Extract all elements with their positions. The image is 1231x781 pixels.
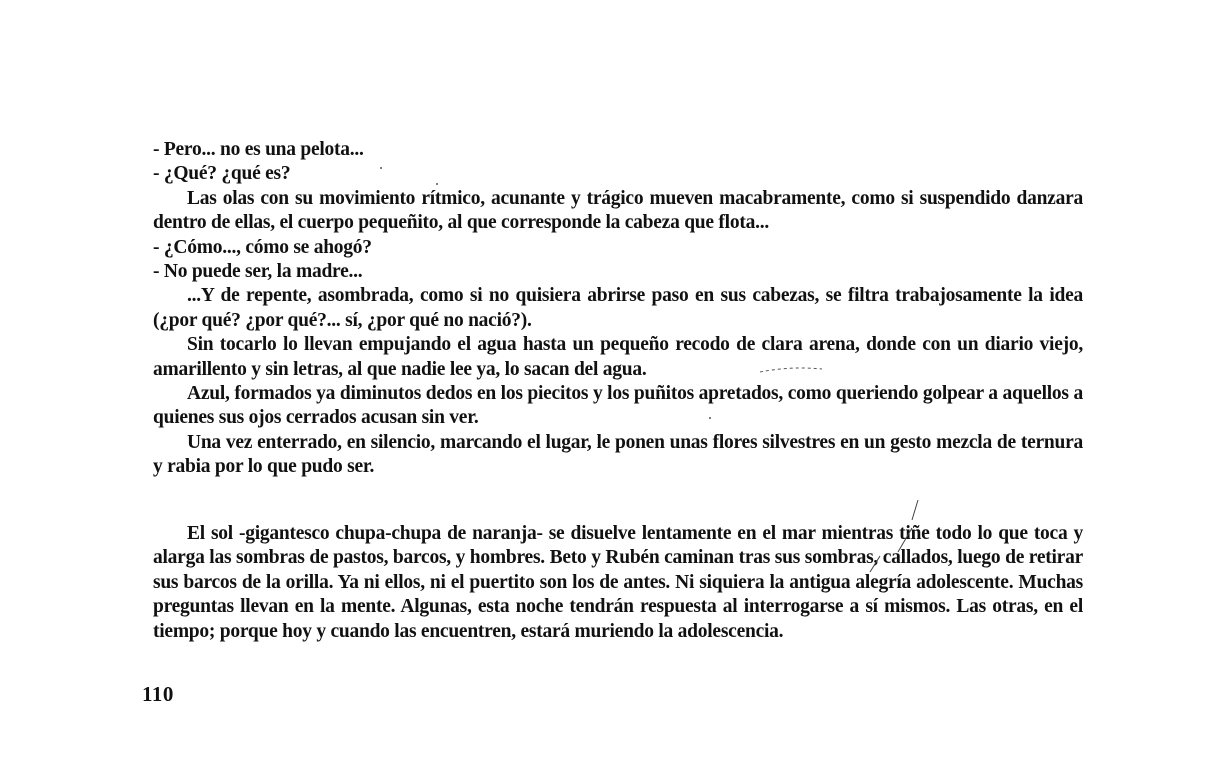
dialogue-line-madre: - No puede ser, la madre... bbox=[153, 261, 363, 283]
dialogue-line-pelota: - Pero... no es una pelota... bbox=[153, 139, 364, 160]
page-number: 110 bbox=[142, 682, 174, 706]
lower-text-block bbox=[153, 522, 1083, 644]
paragraph-idea: ...Y de repente, asombrada, como si no quisiera abrirse paso en sus cabezas, se filtra trabajosamente la idea (¿por qué? ¿por qué?... sí, ¿por qué no nació?). bbox=[153, 285, 1083, 331]
upper-text-block bbox=[153, 138, 1083, 480]
paragraph-buried: Una vez enterrado, en silencio, marcando el lugar, le ponen unas flores silvestres en un gesto mezcla de ternura y rabia por lo que pudo ser. bbox=[153, 431, 1083, 478]
dialogue-line-que-es: - ¿Qué? ¿qué es? bbox=[153, 163, 291, 185]
paragraph-sand: Sin tocarlo lo llevan empujando el agua hasta un pequeño recodo de clara arena, donde con un diario viejo, amarillento y sin letras, al que nadie lee ya, lo sacan del agua. bbox=[153, 334, 1083, 380]
paragraph-waves: Las olas con su movimiento rítmico, acunante y trágico mueven macabramente, como si suspendido danzara dentro de ellas, el cuerpo pequeñito, al que corresponde la cabeza que flota... bbox=[153, 187, 1083, 234]
paragraph-sun: El sol -gigantesco chupa-chupa de naranja- se disuelve lentamente en el mar mientras tiñe todo lo que toca y alarga las sombras de pastos, barcos, y hombres. Beto y Rubén caminan tras sus sombras, callados, luego de retirar sus barcos de la orilla. Ya ni ellos, ni el puertito son los de antes. Ni siquiera la antigua alegría adolescente. Muchas preguntas llevan en la mente. Algunas, esta noche tendrán respuesta al interrogarse a sí mismos. Las otras, en el tiempo; porque hoy y cuando las encuentren, estará muriendo la adolescencia. bbox=[153, 523, 1083, 642]
dialogue-line-como: - ¿Cómo..., cómo se ahogó? bbox=[153, 236, 372, 258]
paragraph-blue: Azul, formados ya diminutos dedos en los piecitos y los puñitos apretados, como queriendo golpear a aquellos a quienes sus ojos cerrados acusan sin ver. bbox=[153, 383, 1083, 429]
pencil-stroke-2 bbox=[912, 500, 918, 520]
